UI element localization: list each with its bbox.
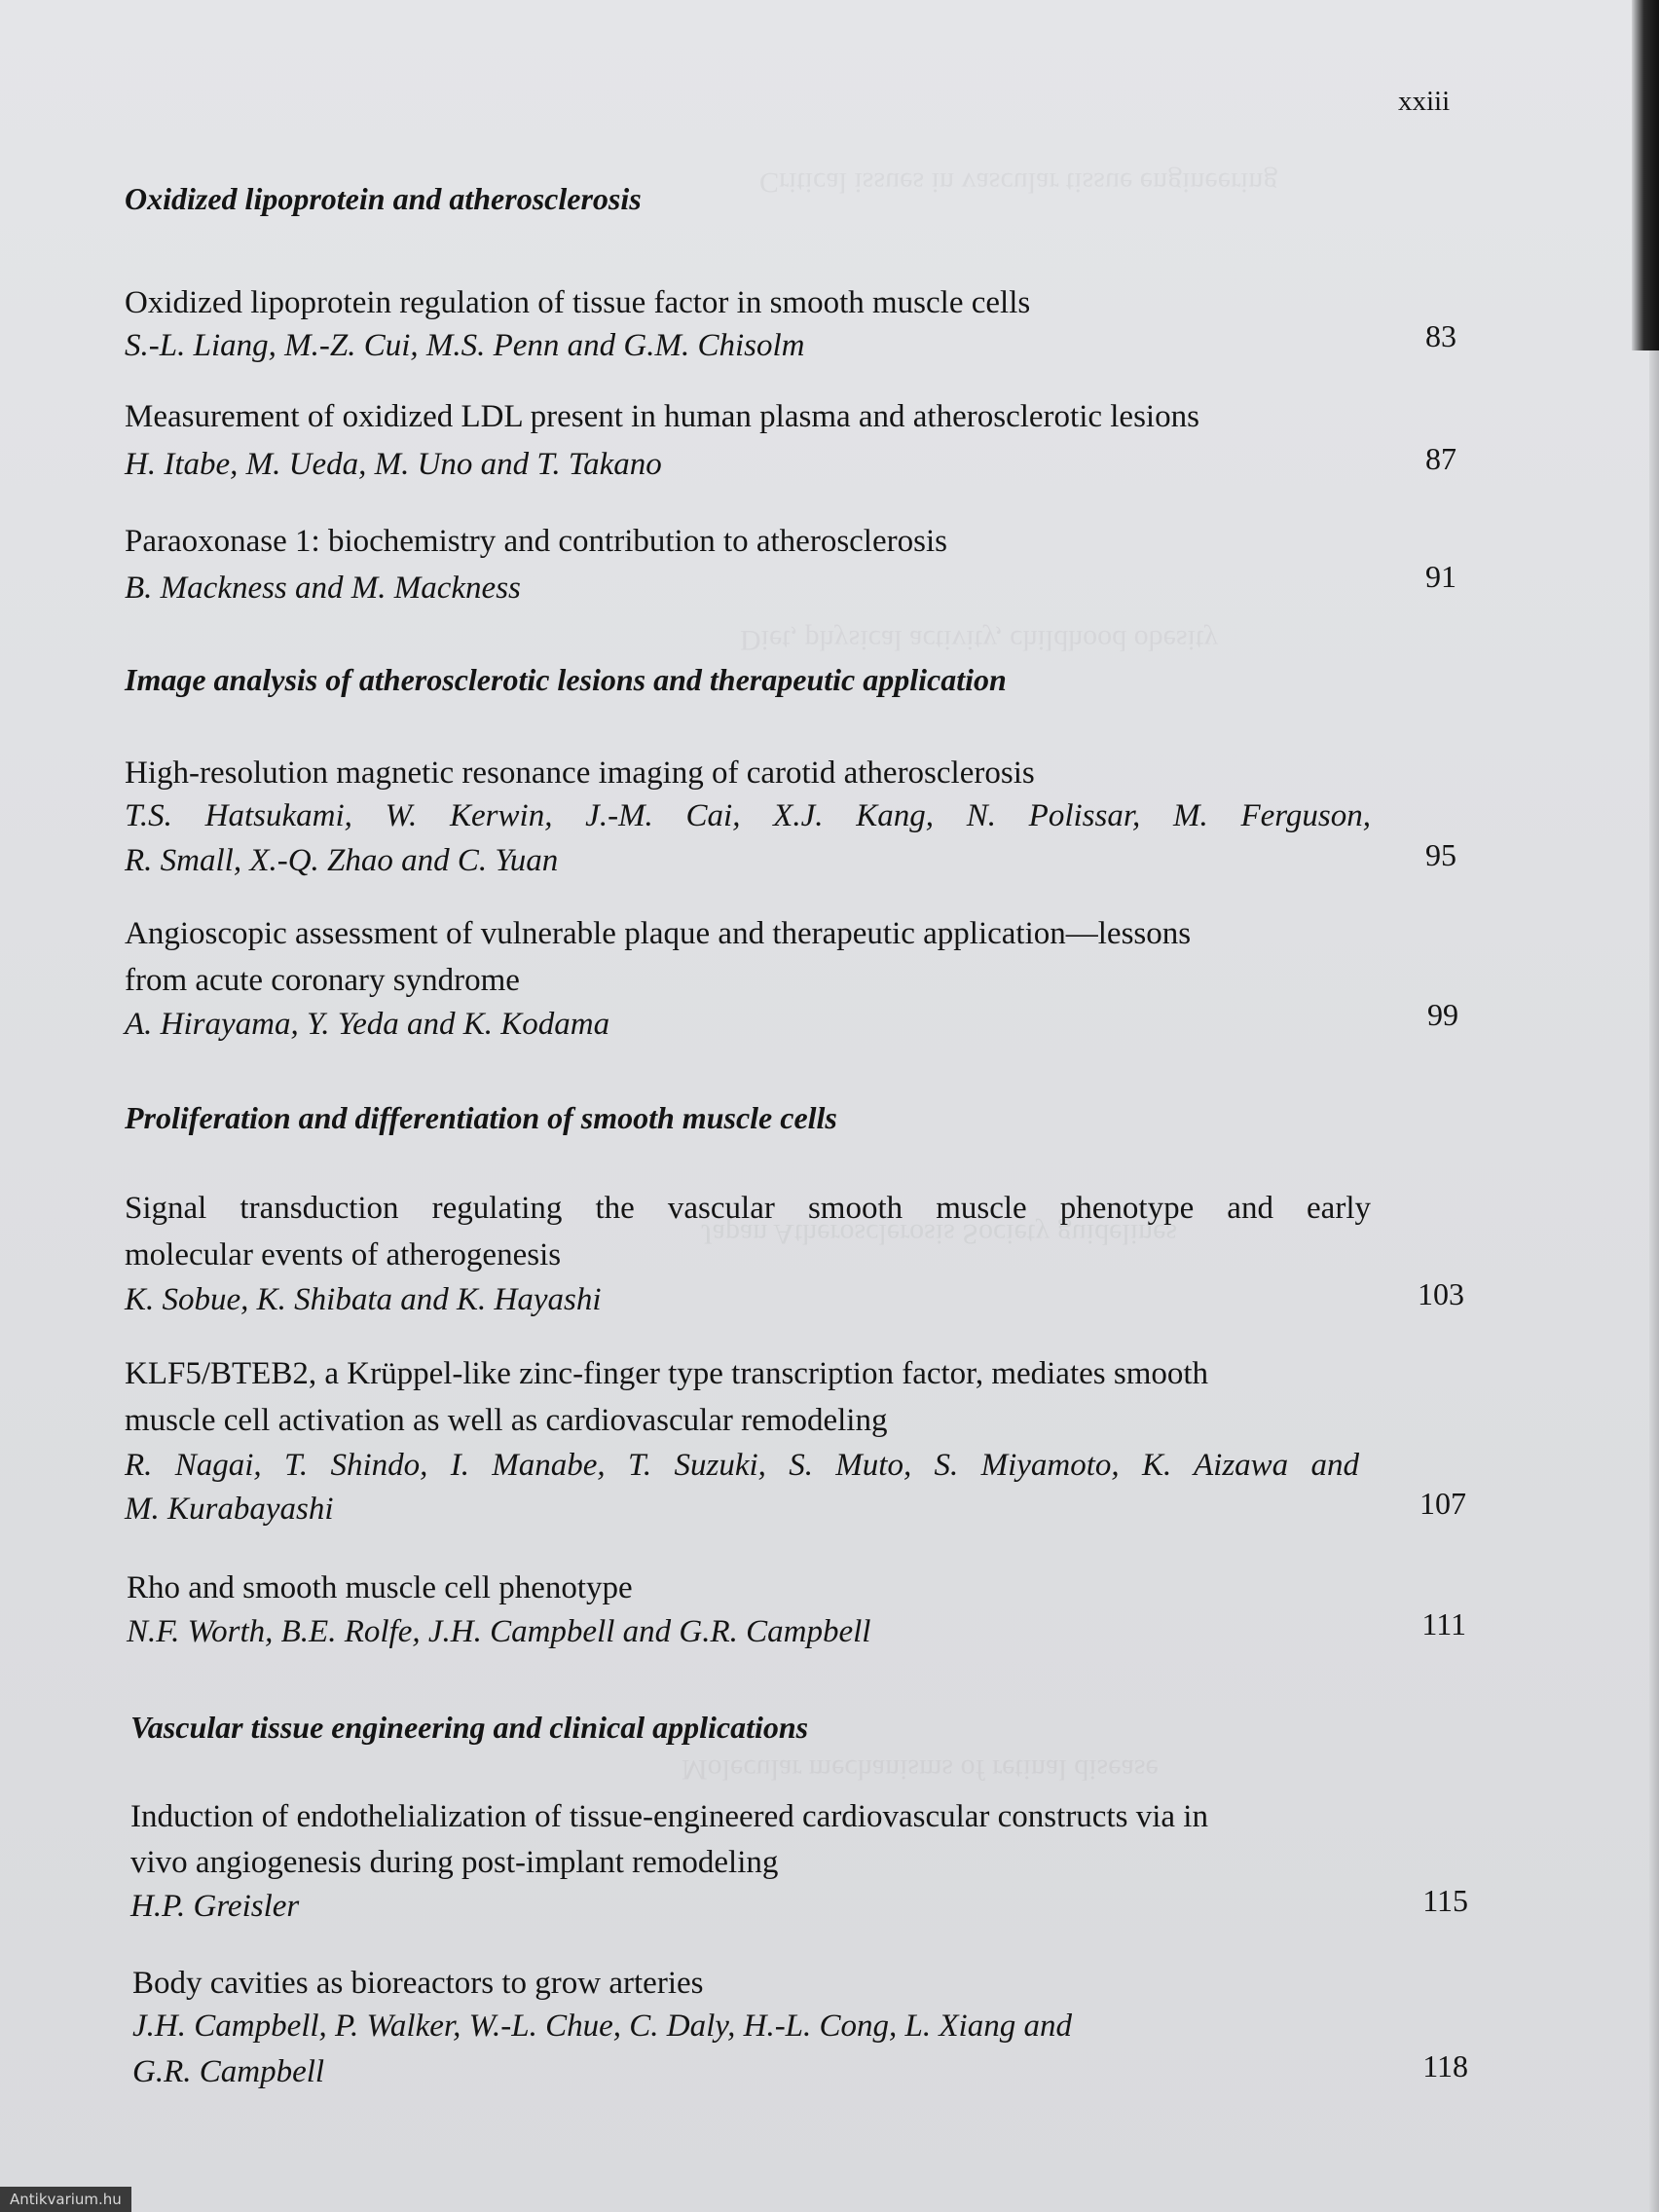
book-page-edge	[1649, 350, 1659, 2212]
entry-authors: J.H. Campbell, P. Walker, W.-L. Chue, C. Daly, H.-L. Cong, L. Xiang and	[132, 2009, 1072, 2044]
entry-page: 115	[1422, 1883, 1468, 1918]
entry-authors: R. Small, X.-Q. Zhao and C. Yuan	[125, 843, 559, 878]
watermark: Antikvarium.hu	[0, 2187, 131, 2212]
section-heading: Oxidized lipoprotein and atherosclerosis	[125, 181, 642, 216]
entry-page: 91	[1425, 559, 1456, 594]
entry-authors: T.S. Hatsukami, W. Kerwin, J.-M. Cai, X.J. Kang, N. Polissar, M. Ferguson,	[125, 798, 1371, 833]
bleed-through-text: Critical issues in vascular tissue engineering	[759, 166, 1278, 199]
entry-title: KLF5/BTEB2, a Krüppel-like zinc-finger type transcription factor, mediates smooth	[125, 1356, 1209, 1391]
entry-authors: N.F. Worth, B.E. Rolfe, J.H. Campbell and G.R. Campbell	[127, 1614, 871, 1649]
entry-title: from acute coronary syndrome	[125, 963, 520, 998]
entry-page: 111	[1421, 1606, 1466, 1641]
bleed-through-text: Molecular mechanisms of retinal disease	[682, 1753, 1159, 1786]
entry-title: Rho and smooth muscle cell phenotype	[127, 1570, 633, 1605]
entry-title: vivo angiogenesis during post-implant remodeling	[130, 1845, 779, 1880]
entry-authors: A. Hirayama, Y. Yeda and K. Kodama	[125, 1007, 610, 1042]
section-heading: Vascular tissue engineering and clinical applications	[130, 1710, 809, 1745]
entry-page: 87	[1425, 441, 1456, 476]
entry-authors: M. Kurabayashi	[125, 1492, 334, 1527]
entry-title: molecular events of atherogenesis	[125, 1237, 562, 1272]
entry-page: 118	[1422, 2048, 1468, 2083]
entry-page: 99	[1427, 997, 1458, 1032]
entry-authors: B. Mackness and M. Mackness	[125, 571, 521, 606]
entry-authors: G.R. Campbell	[132, 2054, 325, 2089]
entry-authors: S.-L. Liang, M.-Z. Cui, M.S. Penn and G.M. Chisolm	[125, 328, 805, 363]
page-number: xxiii	[1398, 86, 1451, 117]
entry-title: muscle cell activation as well as cardiovascular remodeling	[125, 1403, 888, 1438]
entry-title: Measurement of oxidized LDL present in human plasma and atherosclerotic lesions	[125, 399, 1199, 434]
entry-title: Angioscopic assessment of vulnerable plaque and therapeutic application—lessons	[125, 916, 1192, 951]
entry-title: High-resolution magnetic resonance imaging of carotid atherosclerosis	[125, 756, 1035, 791]
entry-title: Induction of endothelialization of tissue-engineered cardiovascular constructs via in	[130, 1799, 1208, 1834]
entry-authors: K. Sobue, K. Shibata and K. Hayashi	[125, 1282, 602, 1317]
entry-title: Body cavities as bioreactors to grow arteries	[132, 1966, 704, 2001]
book-spine-edge	[1632, 0, 1659, 350]
entry-title: Signal transduction regulating the vascular smooth muscle phenotype and early	[125, 1191, 1371, 1226]
entry-page: 95	[1425, 837, 1456, 872]
section-heading: Image analysis of atherosclerotic lesions and therapeutic application	[125, 662, 1007, 697]
entry-authors: H.P. Greisler	[130, 1889, 300, 1924]
entry-authors: H. Itabe, M. Ueda, M. Uno and T. Takano	[125, 447, 662, 482]
entry-page: 107	[1419, 1486, 1466, 1521]
entry-page: 103	[1418, 1276, 1464, 1311]
bleed-through-text: Japan Atherosclerosis Society guidelines	[701, 1218, 1178, 1250]
bleed-through-text: Diet, physical activity, childhood obesity	[740, 624, 1219, 656]
entry-page: 83	[1425, 318, 1456, 353]
section-heading: Proliferation and differentiation of smooth muscle cells	[125, 1100, 837, 1135]
entry-title: Oxidized lipoprotein regulation of tissue factor in smooth muscle cells	[125, 285, 1031, 320]
entry-authors: R. Nagai, T. Shindo, I. Manabe, T. Suzuki, S. Muto, S. Miyamoto, K. Aizawa and	[125, 1448, 1359, 1483]
entry-title: Paraoxonase 1: biochemistry and contribution to atherosclerosis	[125, 524, 947, 559]
